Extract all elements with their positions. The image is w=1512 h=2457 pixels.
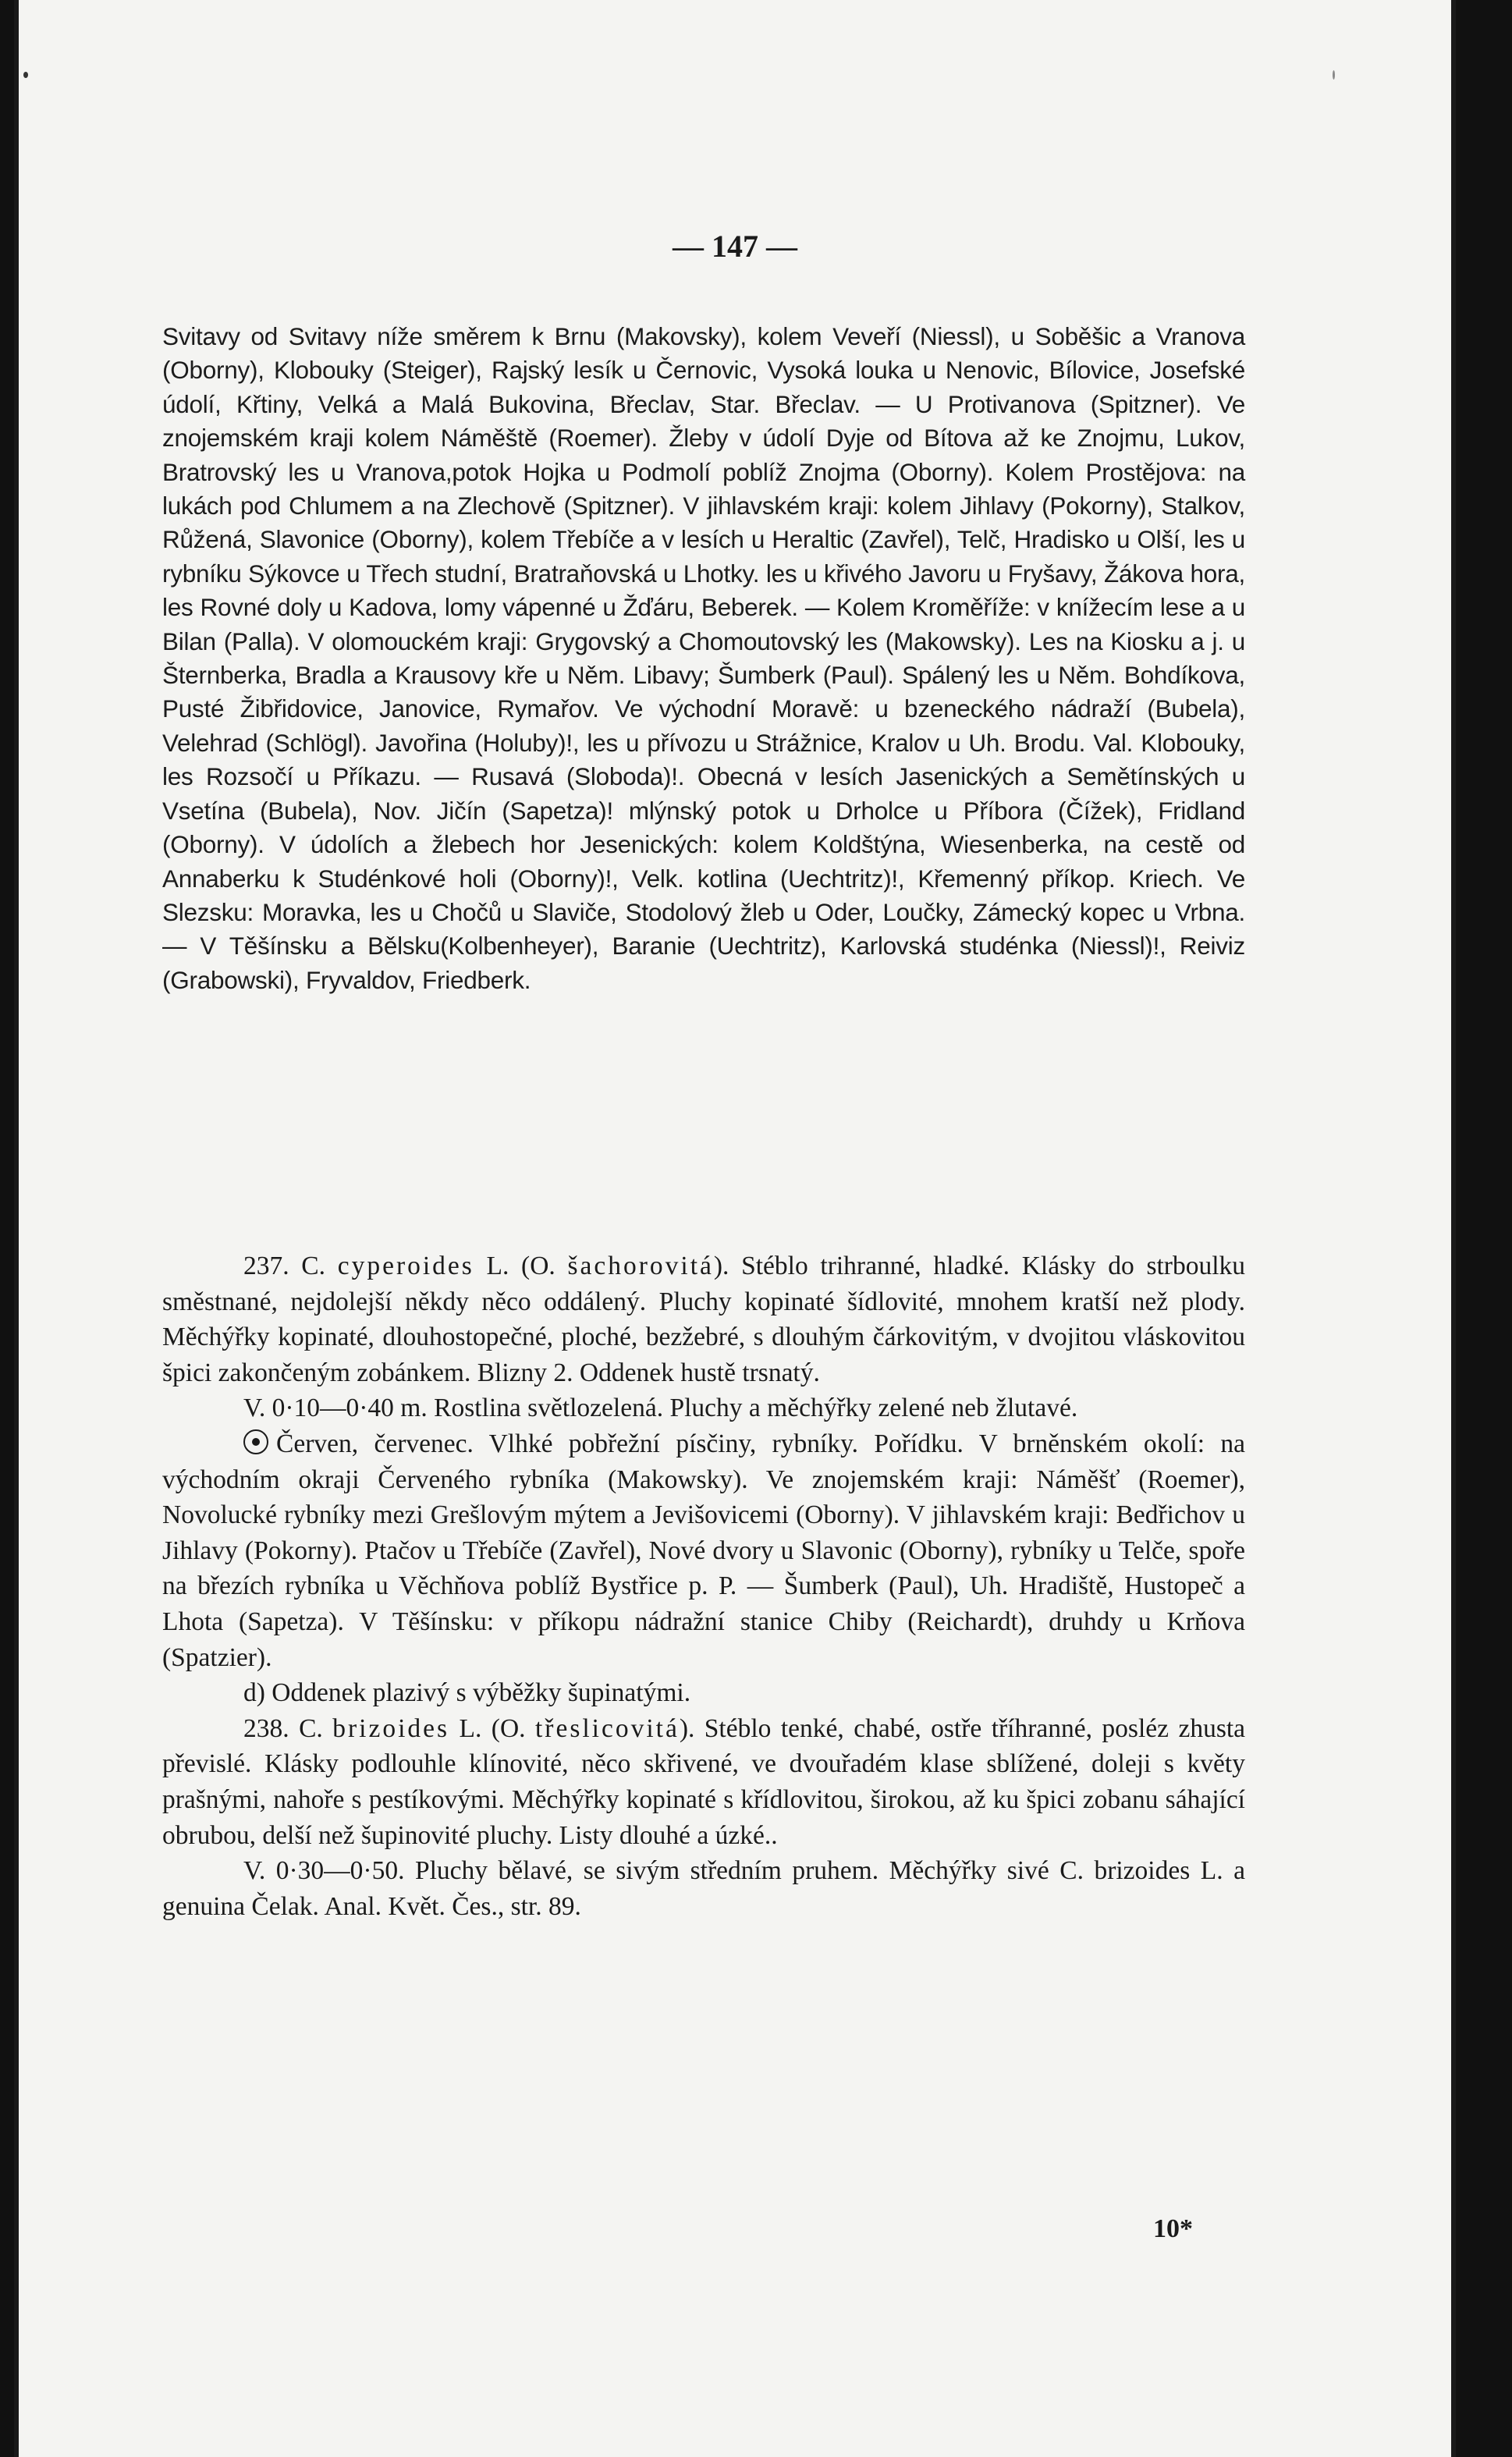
entry-237-latin-name: cyperoides [337, 1252, 474, 1280]
species-entries [162, 1248, 1245, 1924]
page-left-edge [14, 0, 19, 2457]
entry-237-habitat [162, 1426, 1245, 1675]
entry-238-latin-name: brizoides [332, 1713, 450, 1743]
entry-238-czech-name: třeslicovitá [534, 1713, 680, 1743]
entry-238-czech-prefix: (O. [491, 1713, 526, 1743]
group-d-heading: d) Oddenek plazivý s výběžky šupinatými. [243, 1678, 691, 1708]
entry-238-description-text: ). Stéblo tenké, chabé, ostře tříhranné, posléz zhusta převislé. Klásky podlouhle klínovité, něco skřivené, ve dvouřadém klase sblížené, doleji s květy prašnými, nahoře s pestíkovými. Měchýřky kopinaté s křídlovitou, širokou, až ku špici zobanu sáhající obrubou, delší než šupinovité pluchy. Listy dlouhé a úzké.. [162, 1713, 1246, 1850]
entry-237-habitat-text: Červen, červenec. Vlhké pobřežní písčiny, rybníky. Pořídku. V brněnském okolí: na východním okraji Červeného rybníka (Makowsky). Ve znojemském kraji: Náměšť (Roemer), Novolucké rybníky mezi Grešlovým mýtem a Jevišovicemi (Oborny). V jihlavském kraji: Bedřichov u Jihlavy (Pokorny). Ptačov u Třebíče (Zavřel), Nové dvory u Slavonic (Oborny), rybníky u Telče, spoře na březích rybníka u Věchňova poblíž Bystřice p. P. — Šumberk (Paul), Uh. Hradiště, Hustopeč a Lhota (Sapetza). V Těšínsku: v příkopu nádražní stanice Chiby (Reichardt), druhdy u Krňova (Spatzier). [162, 1429, 1245, 1672]
entry-237-description-text: ). Stéblo trihranné, hladké. Klásky do strboulku směstnané, nejdolejší někdy něco oddálený. Pluchy kopinaté šídlovité, mnohem kratší než plody. Měchýřky kopinaté, dlouhostopečné, ploché, bezžebré, s dlouhým čárkovitým, v dvojitou vláskovitou špici zakončeným zobánkem. Blizny 2. Oddenek hustě trsnatý. [162, 1252, 1246, 1387]
entry-237-number: 237. C. [243, 1252, 326, 1280]
entry-238-description [162, 1711, 1245, 1853]
entry-237-size: V. 0·10—0·40 m. Rostlina světlozelená. Pluchy a měchýřky zelené neb žlutavé. [243, 1394, 1078, 1423]
scan-speck [23, 72, 28, 78]
citation-paragraph: Svitavy od Svitavy níže směrem k Brnu (Makovsky), kolem Veveří (Niessl), u Soběšic a Vranova (Oborny), Klobouky (Steiger), Rajský lesík u Černovic, Vysoká louka u Nenovic, Bílovice, Josefské údolí, Křtiny, Velká a Malá Bukovina, Břeclav, Star. Břeclav. — U Protivanova (Spitzner). Ve znojemském kraji kolem Náměště (Roemer). Žleby v údolí Dyje od Bítova až ke Znojmu, Lukov, Bratrovský les u Vranova,potok Hojka u Podmolí poblíž Znojma (Oborny). Kolem Prostějova: na lukách pod Chlumem a na Zlechově (Spitzner). V jihlavském kraji: kolem Jihlavy (Pokorny), Stalkov, Růžená, Slavonice (Oborny), kolem Třebíče a v lesích u Heraltic (Zavřel), Telč, Hradisko u Olší, les u rybníku Sýkovce u Třech studní, Bratraňovská u Lhotky. les u křivého Javoru u Fryšavy, Žákova hora, les Rovné doly u Kadova, lomy vápenné u Žďáru, Beberek. — Kolem Kroměříže: v knížecím lese a u Bilan (Palla). V olomouckém kraji: Grygovský a Chomoutovský les (Makowsky). Les na Kiosku a j. u Šternberka, Bradla a Krausovy kře u Něm. Libavy; Šumberk (Paul). Spálený les u Něm. Bohdíkova, Pusté Žibřidovice, Janovice, Rymařov. Ve východní Moravě: u bzeneckého nádraží (Bubela), Velehrad (Schlögl). Javořina (Holuby)!, les u přívozu u Strážnice, Kralov u Uh. Brodu. Val. Klobouky, les Rozsočí u Příkazu. — Rusavá (Sloboda)!. Obecná v lesích Jasenických a Semětínských u Vsetína (Bubela), Nov. Jičín (Sapetza)! mlýnský potok u Drholce u Příbora (Čížek), Fridland (Oborny). V údolích a žlebech hor Jesenických: kolem Koldštýna, Wiesenberka, na cestě od Annaberku k Studénkové holi (Oborny)!, Velk. kotlina (Uechtritz)!, Křemenný příkop. Kriech. Ve Slezsku: Moravka, les u Chočů u Slaviče, Stodolový žleb u Oder, Loučky, Zámecký kopec u Vrbna. — V Těšínsku a Bělsku(Kolbenheyer), Baranie (Uechtritz), Karlovská studénka (Niessl)!, Reiviz (Grabowski), Fryvaldov, Friedberk. [162, 322, 1245, 994]
printer-signature-mark: 10* [1153, 2214, 1193, 2243]
page-right-edge [1451, 0, 1456, 2457]
entry-237-czech-name: šachorovitá [567, 1252, 714, 1280]
page-number: — 147 — [673, 229, 797, 264]
entry-238-number: 238. C. [243, 1713, 323, 1743]
scan-speck [1333, 70, 1335, 80]
annual-plant-symbol-icon [243, 1429, 268, 1454]
entry-237-description [162, 1248, 1245, 1390]
entry-238-author: L. [459, 1713, 482, 1743]
citation-block [162, 320, 1245, 997]
entry-237-czech-prefix: (O. [521, 1252, 555, 1280]
book-page [14, 0, 1456, 2457]
entry-238-size: V. 0·30—0·50. Pluchy bělavé, se sivým středním pruhem. Měchýřky sivé C. brizoides L. a genuina Čelak. Anal. Květ. Čes., str. 89. [162, 1856, 1245, 1921]
entry-237-author: L. [486, 1252, 509, 1280]
